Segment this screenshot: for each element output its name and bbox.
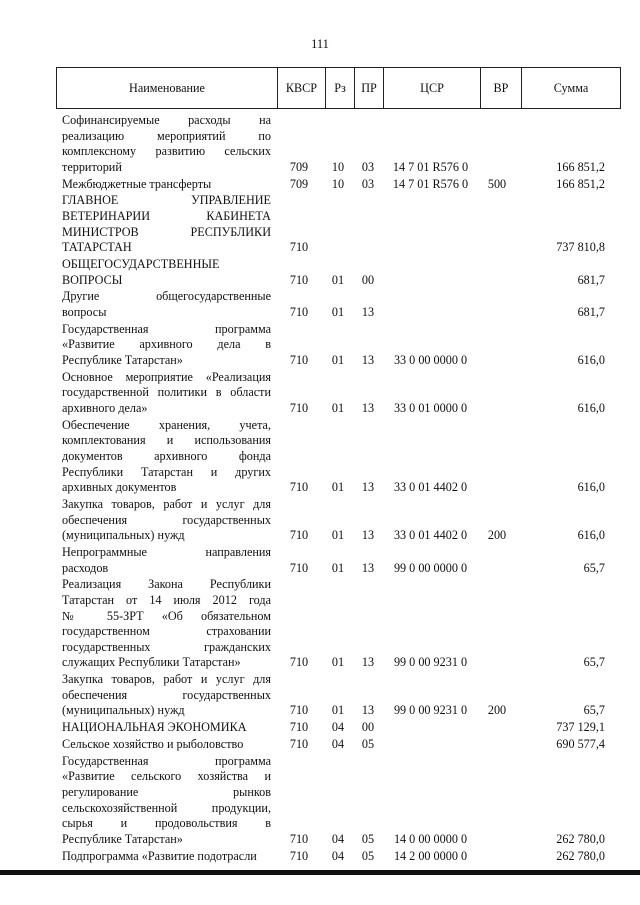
row-name-line: комплектования и использования xyxy=(62,433,271,448)
row-name-line: Обеспечение хранения, учета, xyxy=(62,417,271,432)
row-kvsr: 710 xyxy=(289,480,309,495)
row-csr: 33 0 01 4402 0 xyxy=(393,480,468,495)
row-name xyxy=(62,545,271,576)
table-row xyxy=(0,497,640,544)
row-name-line: сырья и продовольствия в xyxy=(62,816,271,831)
row-pr: 03 xyxy=(361,176,375,191)
row-csr: 99 0 00 9231 0 xyxy=(393,655,468,670)
row-name-line: № 55-ЗРТ «Об обязательном xyxy=(62,608,271,623)
row-kvsr: 710 xyxy=(289,848,309,863)
row-name-line: ОБЩЕГОСУДАРСТВЕННЫЕ xyxy=(62,257,220,271)
row-csr: 99 0 00 0000 0 xyxy=(393,560,468,575)
row-csr: 14 7 01 R576 0 xyxy=(392,159,469,174)
row-pr: 13 xyxy=(361,528,375,543)
row-sum: 681,7 xyxy=(577,272,605,287)
row-pr: 05 xyxy=(361,831,375,846)
page-number: 111 xyxy=(311,37,329,51)
row-name xyxy=(62,754,271,848)
row-rz: 01 xyxy=(331,560,345,575)
row-kvsr: 710 xyxy=(289,737,309,751)
row-rz: 01 xyxy=(331,304,345,319)
row-rz: 01 xyxy=(331,353,345,367)
row-pr: 03 xyxy=(361,159,375,174)
row-kvsr: 710 xyxy=(289,655,309,670)
row-name-line: «Развитие архивного дела в xyxy=(62,337,271,352)
row-sum: 737 129,1 xyxy=(556,720,605,735)
row-kvsr: 710 xyxy=(289,240,309,255)
row-vr: 200 xyxy=(487,703,507,718)
row-name xyxy=(62,113,271,175)
table-row xyxy=(0,257,640,288)
row-name-line: ВОПРОСЫ xyxy=(62,272,123,287)
row-name-line: Подпрограмма «Развитие подотрасли xyxy=(62,848,257,863)
header-csr: ЦСР xyxy=(420,81,444,95)
row-name-line: Республике Татарстан» xyxy=(62,352,183,367)
header-vr: ВР xyxy=(493,81,509,95)
row-pr: 13 xyxy=(361,480,375,495)
row-name-line: обеспечения государственных xyxy=(62,512,271,527)
table-row xyxy=(0,370,640,417)
table-row xyxy=(0,754,640,848)
table-row xyxy=(0,113,640,175)
row-rz: 10 xyxy=(331,159,345,174)
row-rz: 01 xyxy=(331,480,345,495)
row-csr: 33 0 00 0000 0 xyxy=(393,353,468,367)
row-name-line: территорий xyxy=(62,159,122,174)
table-row xyxy=(0,849,640,865)
row-sum: 166 851,2 xyxy=(556,159,605,174)
row-kvsr: 710 xyxy=(289,272,309,287)
header-pr: ПР xyxy=(361,81,377,95)
row-pr: 13 xyxy=(361,560,375,575)
row-name-line: государственных гражданских xyxy=(62,639,271,654)
row-name-line: вопросы xyxy=(62,304,107,319)
header-name: Наименование xyxy=(129,81,205,95)
row-name-line: Закупка товаров, работ и услуг для xyxy=(62,497,271,511)
row-name-line: Основное мероприятие «Реализация xyxy=(62,369,271,384)
header-sum: Сумма xyxy=(553,81,589,95)
row-name xyxy=(62,497,271,544)
row-name xyxy=(62,193,271,255)
row-name xyxy=(62,720,271,736)
row-rz: 01 xyxy=(331,703,345,718)
row-rz: 10 xyxy=(331,176,345,191)
row-name-line: «Развитие сельского хозяйства и xyxy=(62,769,271,784)
row-name-line: регулирование рынков xyxy=(62,784,271,799)
row-name-line: служащих Республики Татарстан» xyxy=(62,655,241,670)
row-csr: 14 7 01 R576 0 xyxy=(392,176,469,191)
row-name-line: (муниципальных) нужд xyxy=(62,703,185,718)
row-csr: 33 0 01 4402 0 xyxy=(393,528,468,543)
table-row xyxy=(0,193,640,255)
row-name xyxy=(62,322,271,369)
row-name-line: Межбюджетные трансферты xyxy=(62,176,212,191)
row-sum: 616,0 xyxy=(577,528,605,543)
row-name xyxy=(62,849,271,865)
row-name xyxy=(62,289,271,320)
row-name-line: ВЕТЕРИНАРИИ КАБИНЕТА xyxy=(62,208,271,223)
row-sum: 262 780,0 xyxy=(556,848,605,863)
header-rz: Рз xyxy=(334,81,346,95)
row-name-line: Государственная программа xyxy=(62,321,271,336)
row-pr: 00 xyxy=(361,272,375,287)
row-sum: 262 780,0 xyxy=(556,831,605,846)
row-kvsr: 710 xyxy=(289,528,309,543)
row-name-line: МИНИСТРОВ РЕСПУБЛИКИ xyxy=(62,224,271,239)
row-name-line: государственном страховании xyxy=(62,624,271,639)
row-name-line: сельскохозяйственной продукции, xyxy=(62,800,271,815)
row-name-line: реализацию мероприятий по xyxy=(62,128,271,143)
row-rz: 01 xyxy=(331,655,345,670)
row-name-line: документов архивного фонда xyxy=(62,448,271,463)
row-kvsr: 710 xyxy=(289,401,309,415)
row-pr: 13 xyxy=(361,655,375,670)
row-sum: 166 851,2 xyxy=(556,176,605,191)
row-rz: 04 xyxy=(331,720,345,735)
table-row xyxy=(0,720,640,736)
row-name-line: Сельское хозяйство и рыболовство xyxy=(62,737,244,751)
row-sum: 681,7 xyxy=(577,304,605,319)
row-csr: 33 0 01 0000 0 xyxy=(393,401,468,415)
row-rz: 01 xyxy=(331,528,345,543)
row-pr: 13 xyxy=(361,304,375,319)
table-row xyxy=(0,545,640,576)
row-name xyxy=(62,737,271,753)
row-csr: 99 0 00 9231 0 xyxy=(393,703,468,718)
row-rz: 04 xyxy=(331,737,345,751)
row-csr: 14 0 00 0000 0 xyxy=(393,831,468,846)
row-sum: 65,7 xyxy=(583,703,605,718)
row-csr: 14 2 00 0000 0 xyxy=(393,848,468,863)
row-name xyxy=(62,177,271,193)
row-sum: 616,0 xyxy=(577,480,605,495)
row-rz: 04 xyxy=(331,848,345,863)
row-name-line: НАЦИОНАЛЬНАЯ ЭКОНОМИКА xyxy=(62,720,247,735)
table-row xyxy=(0,177,640,193)
row-kvsr: 709 xyxy=(289,159,309,174)
row-name-line: комплексному развитию сельских xyxy=(62,144,271,159)
row-pr: 13 xyxy=(361,703,375,718)
table-row xyxy=(0,737,640,753)
table-row xyxy=(0,289,640,320)
row-name xyxy=(62,257,271,288)
row-name-line: ТАТАРСТАН xyxy=(62,240,132,255)
row-sum: 65,7 xyxy=(583,655,605,670)
row-pr: 00 xyxy=(361,720,375,735)
row-rz: 01 xyxy=(331,401,345,415)
row-name xyxy=(62,577,271,671)
row-name xyxy=(62,370,271,417)
row-kvsr: 710 xyxy=(289,831,309,846)
row-kvsr: 710 xyxy=(289,703,309,718)
row-kvsr: 710 xyxy=(289,353,309,367)
table-row xyxy=(0,577,640,671)
row-name-line: (муниципальных) нужд xyxy=(62,528,185,543)
row-name-line: Реализация Закона Республики xyxy=(62,577,271,592)
row-vr: 200 xyxy=(487,528,507,543)
row-name-line: архивных документов xyxy=(62,480,177,495)
row-name-line: Республике Татарстан» xyxy=(62,831,183,846)
row-rz: 04 xyxy=(331,831,345,846)
row-rz: 01 xyxy=(331,272,345,287)
row-name-line: Закупка товаров, работ и услуг для xyxy=(62,672,271,687)
row-pr: 13 xyxy=(361,401,375,415)
row-pr: 13 xyxy=(361,353,375,367)
row-name xyxy=(62,418,271,496)
row-name-line: архивного дела» xyxy=(62,400,148,415)
row-name-line: Другие общегосударственные xyxy=(62,289,271,304)
row-pr: 05 xyxy=(361,848,375,863)
row-name-line: Непрограммные направления xyxy=(62,545,271,559)
row-sum: 737 810,8 xyxy=(556,240,605,255)
row-kvsr: 709 xyxy=(289,176,309,191)
header-kvsr: КВСР xyxy=(285,81,318,95)
row-name-line: ГЛАВНОЕ УПРАВЛЕНИЕ xyxy=(62,193,271,208)
row-kvsr: 710 xyxy=(289,304,309,319)
row-sum: 616,0 xyxy=(577,401,605,415)
row-sum: 690 577,4 xyxy=(556,737,605,751)
table-row xyxy=(0,672,640,719)
table-row xyxy=(0,418,640,496)
row-name-line: Софинансируемые расходы на xyxy=(62,113,271,127)
row-kvsr: 710 xyxy=(289,560,309,575)
page-bottom-border xyxy=(0,870,640,875)
row-name xyxy=(62,672,271,719)
row-name-line: Татарстан от 14 июля 2012 года xyxy=(62,592,271,607)
row-name-line: Республики Татарстан и других xyxy=(62,464,271,479)
row-pr: 05 xyxy=(361,737,375,751)
row-name-line: Государственная программа xyxy=(62,753,271,768)
row-name-line: обеспечения государственных xyxy=(62,687,271,702)
row-kvsr: 710 xyxy=(289,720,309,735)
row-sum: 616,0 xyxy=(577,353,605,367)
row-name-line: расходов xyxy=(62,560,109,575)
row-vr: 500 xyxy=(487,176,507,191)
row-sum: 65,7 xyxy=(583,560,605,575)
table-row xyxy=(0,322,640,369)
row-name-line: государственной политики в области xyxy=(62,385,271,400)
